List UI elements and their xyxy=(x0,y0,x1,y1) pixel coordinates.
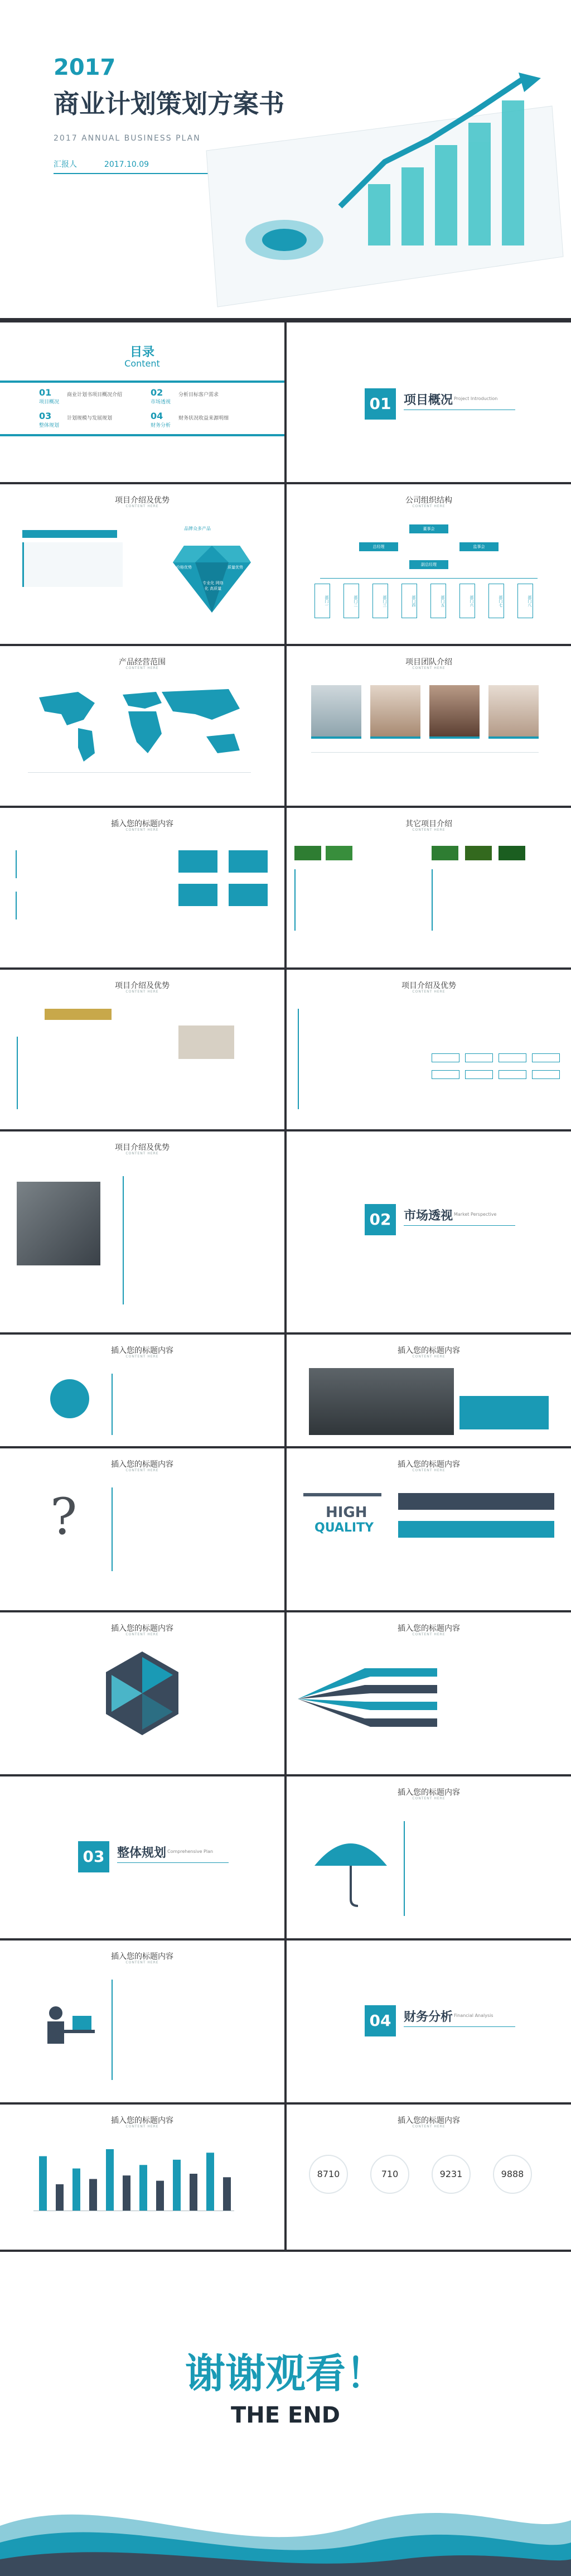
org-dept-5: 部门六 xyxy=(459,584,475,618)
section-label: 财务分析 xyxy=(404,2010,453,2024)
stat-circle xyxy=(493,2155,532,2194)
slide-subtitle: CONTENT HERE xyxy=(125,990,159,994)
slide-subtitle: CONTENT HERE xyxy=(412,1355,446,1359)
chart-bar xyxy=(39,2156,47,2211)
bar-chart xyxy=(33,2144,234,2211)
toc-num: 01 xyxy=(39,387,52,398)
section-01-slide xyxy=(287,322,571,482)
question-text-block xyxy=(112,1487,268,1571)
city-photo xyxy=(309,1368,454,1435)
chart-bar xyxy=(206,2153,214,2211)
team-photo-4 xyxy=(488,685,539,739)
toc-slide xyxy=(0,322,284,482)
icon-tile-2 xyxy=(229,850,268,873)
quality-label: QUALITY xyxy=(314,1521,374,1535)
slide-title: 项目介绍及优势 xyxy=(115,981,170,990)
slide-title: 项目介绍及优势 xyxy=(115,1143,170,1152)
section-04-slide xyxy=(287,1941,571,2102)
tag-box xyxy=(432,1070,459,1079)
slide-subtitle: CONTENT HERE xyxy=(125,1152,159,1155)
quality-band-2 xyxy=(398,1521,554,1538)
team-photo-1 xyxy=(311,685,361,739)
org-dept-7: 部门八 xyxy=(517,584,533,618)
tag-box xyxy=(432,1053,459,1062)
insert-person-slide xyxy=(0,1941,284,2102)
icon-tile-1 xyxy=(178,850,217,873)
toc-label: 项目概况 xyxy=(39,399,60,405)
section-num-box: 01 xyxy=(365,388,396,420)
umbrella-icon xyxy=(309,1827,393,1910)
end-the-end: THE END xyxy=(230,2402,340,2428)
chart-bar xyxy=(123,2175,130,2211)
diamond-graphic xyxy=(173,535,251,618)
end-slide xyxy=(0,2252,571,2576)
toc-num: 04 xyxy=(151,411,163,421)
diamond-right-label: 质量优势 xyxy=(228,565,243,570)
other-text-left xyxy=(294,869,417,931)
org-l3: 副总经理 xyxy=(409,560,448,569)
slide-subtitle: CONTENT HERE xyxy=(412,504,446,508)
other-text-right xyxy=(432,869,560,931)
section-num-box: 04 xyxy=(365,2005,396,2036)
section-num-box: 02 xyxy=(365,1204,396,1235)
slide-title: 项目介绍及优势 xyxy=(401,981,456,990)
insert-city-slide xyxy=(287,1335,571,1446)
wave-decoration xyxy=(0,2476,571,2576)
person-desk-icon xyxy=(33,1996,100,2063)
section-en: Financial Analysis xyxy=(454,2013,493,2018)
diamond-top-label: 品牌众多产品 xyxy=(184,526,211,531)
section-label: 市场透视 xyxy=(404,1209,453,1223)
intro-adv2-slide xyxy=(0,970,284,1129)
toc-label: 整体规划 xyxy=(39,423,60,428)
org-l2-left: 总经理 xyxy=(359,542,398,551)
tag-box xyxy=(499,1053,526,1062)
question-mark-icon: ? xyxy=(50,1487,78,1546)
cover-year: 2017 xyxy=(54,55,116,80)
chart-bar xyxy=(173,2160,181,2211)
reporter-label: 汇报人 xyxy=(54,160,77,169)
section-underline xyxy=(404,1225,515,1226)
slide-title: 插入您的标题内容 xyxy=(111,820,173,829)
insert-icons-slide xyxy=(0,808,284,967)
org-dept-6: 部门七 xyxy=(488,584,504,618)
world-map-graphic xyxy=(28,681,251,764)
stat-circle xyxy=(309,2155,348,2194)
chart-bar xyxy=(106,2149,114,2211)
section-02-slide xyxy=(287,1131,571,1332)
tag-box xyxy=(499,1070,526,1079)
slide-title: 公司组织结构 xyxy=(405,496,452,505)
person-text-block xyxy=(112,1980,268,2080)
product-img-4 xyxy=(465,846,492,860)
org-dept-2: 部门三 xyxy=(372,584,388,618)
section-03-slide xyxy=(0,1776,284,1938)
slide-title: 产品经营范围 xyxy=(119,658,166,667)
slide-subtitle: CONTENT HERE xyxy=(125,828,159,832)
slide-title: 项目介绍及优势 xyxy=(115,496,170,505)
chart-bar xyxy=(139,2165,147,2211)
org-top: 董事会 xyxy=(409,524,448,533)
toc-num: 02 xyxy=(151,387,163,398)
stat-circle xyxy=(370,2155,409,2194)
intro-label-bar xyxy=(22,530,117,538)
org-chart-slide xyxy=(287,484,571,644)
intro-adv4-slide xyxy=(0,1131,284,1332)
slide-subtitle: CONTENT HERE xyxy=(125,1633,159,1636)
product-img-3 xyxy=(432,846,458,860)
city-caption-box xyxy=(459,1396,549,1429)
team-photo-2 xyxy=(370,685,420,739)
org-connector xyxy=(320,578,538,579)
product-card-2 xyxy=(178,1025,234,1059)
circle-center xyxy=(50,1379,89,1418)
diamond-center-label: 专业化 网络化 高质量 xyxy=(202,581,224,591)
cover-chart-illustration xyxy=(184,73,569,312)
product-img-5 xyxy=(499,846,525,860)
slide-subtitle: CONTENT HERE xyxy=(125,1468,159,1472)
cover-subtitle: 2017 ANNUAL BUSINESS PLAN xyxy=(54,134,201,143)
text-block-1 xyxy=(16,850,161,878)
slide-title: 项目团队介绍 xyxy=(405,658,452,667)
map-note xyxy=(28,772,251,773)
icon-tile-4 xyxy=(229,884,268,906)
right-text-block xyxy=(112,1374,268,1435)
toc-label: 财务分析 xyxy=(151,423,171,428)
insert-quality-slide xyxy=(287,1448,571,1610)
chart-bar xyxy=(72,2169,80,2211)
stat-value: 8710 xyxy=(317,2169,340,2179)
slide-subtitle: CONTENT HERE xyxy=(125,1961,159,1964)
stat-circle xyxy=(432,2155,471,2194)
cover-slide xyxy=(0,0,571,318)
products-map-slide xyxy=(0,646,284,806)
section-en: Comprehensive Plan xyxy=(167,1849,214,1854)
toc-title: 目录 xyxy=(129,345,154,359)
section-label: 整体规划 xyxy=(117,1846,167,1860)
insert-stats-slide xyxy=(287,2105,571,2250)
chart-bar xyxy=(156,2181,164,2211)
slide-title: 插入您的标题内容 xyxy=(398,1788,460,1797)
team-divider xyxy=(311,752,539,753)
chart-bar xyxy=(223,2177,231,2211)
slide-title: 插入您的标题内容 xyxy=(398,1346,460,1355)
other-intro-slide xyxy=(287,808,571,967)
arrow-fan-diagram xyxy=(298,1651,437,1746)
intro-text-block xyxy=(22,542,123,587)
slide-title: 插入您的标题内容 xyxy=(111,1346,173,1355)
tag-box xyxy=(532,1070,560,1079)
slide-subtitle: CONTENT HERE xyxy=(125,2125,159,2129)
insert-bars-slide xyxy=(0,2105,284,2250)
slide-subtitle: CONTENT HERE xyxy=(412,1797,446,1800)
toc-num: 03 xyxy=(39,411,52,421)
quality-band-1 xyxy=(398,1493,554,1510)
insert-question-slide xyxy=(0,1448,284,1610)
intro-adv-slide xyxy=(0,484,284,644)
toc-title-en: Content xyxy=(124,358,160,369)
tag-box xyxy=(532,1053,560,1062)
team-photo-3 xyxy=(429,685,480,739)
stat-value: 9888 xyxy=(501,2169,524,2179)
org-dept-1: 部门二 xyxy=(343,584,359,618)
slide-subtitle: CONTENT HERE xyxy=(125,504,159,508)
diamond-left-label: 价格优势 xyxy=(176,565,192,570)
chart-bar xyxy=(89,2179,97,2211)
slide-title: 插入您的标题内容 xyxy=(111,1624,173,1633)
section-en: Market Perspective xyxy=(454,1212,497,1217)
stat-value: 9231 xyxy=(439,2169,463,2179)
intro-adv3-slide xyxy=(287,970,571,1129)
slide-subtitle: CONTENT HERE xyxy=(125,1355,159,1359)
product-img-1 xyxy=(294,846,321,860)
insert-hex-slide xyxy=(0,1612,284,1774)
slide-subtitle: CONTENT HERE xyxy=(412,828,446,832)
insert-arrow-slide xyxy=(287,1612,571,1774)
toc-desc: 计划规模与发展规划 xyxy=(67,416,113,421)
stat-value: 710 xyxy=(381,2169,399,2179)
insert-umbrella-slide xyxy=(287,1776,571,1938)
org-l2-right: 监事会 xyxy=(459,542,499,551)
toc-desc: 商业计划书项目概况介绍 xyxy=(67,392,123,398)
tag-box xyxy=(465,1070,493,1079)
org-dept-4: 部门五 xyxy=(430,584,446,618)
insert-circle-slide xyxy=(0,1335,284,1446)
hex-diagram xyxy=(106,1651,178,1735)
toc-label: 市场透视 xyxy=(151,399,171,405)
device-image xyxy=(17,1182,100,1265)
feature-list-2 xyxy=(123,1176,268,1304)
section-underline xyxy=(117,1862,229,1863)
umbrella-text-block xyxy=(404,1821,560,1916)
slide-title: 插入您的标题内容 xyxy=(398,1460,460,1469)
section-num-box: 03 xyxy=(78,1841,109,1872)
slide-subtitle: CONTENT HERE xyxy=(412,2125,446,2129)
slide-title: 其它项目介绍 xyxy=(405,820,452,829)
team-slide xyxy=(287,646,571,806)
section-label: 项目概况 xyxy=(404,393,453,407)
section-underline xyxy=(404,2026,515,2027)
chart-bar xyxy=(190,2174,197,2211)
cover-reporter-line xyxy=(54,158,149,170)
toc-desc: 分析目标客户需求 xyxy=(178,392,219,398)
slide-title: 插入您的标题内容 xyxy=(111,2116,173,2125)
chart-bar xyxy=(56,2184,64,2211)
end-thanks: 谢谢观看！ xyxy=(185,2350,386,2397)
org-dept-0: 部门一 xyxy=(314,584,330,618)
slide-title: 插入您的标题内容 xyxy=(111,1952,173,1961)
slide-title: 插入您的标题内容 xyxy=(398,1624,460,1633)
slide-subtitle: CONTENT HERE xyxy=(412,990,446,994)
feature-list xyxy=(17,1037,128,1109)
product-card-1 xyxy=(45,1009,112,1020)
slide-subtitle: CONTENT HERE xyxy=(125,666,159,670)
slide-subtitle: CONTENT HERE xyxy=(412,1633,446,1636)
cover-date: 2017.10.09 xyxy=(104,160,149,169)
text-block-2 xyxy=(16,892,161,919)
slide-subtitle: CONTENT HERE xyxy=(412,1468,446,1472)
icon-tile-3 xyxy=(178,884,217,906)
tag-box xyxy=(465,1053,493,1062)
slide-subtitle: CONTENT HERE xyxy=(412,666,446,670)
org-dept-3: 部门四 xyxy=(401,584,417,618)
list-left xyxy=(298,1009,420,1109)
high-label: HIGH xyxy=(326,1504,367,1521)
section-en: Project Introduction xyxy=(454,396,498,401)
button-grid xyxy=(432,1053,560,1087)
toc-desc: 财务状况收益来源明细 xyxy=(178,416,229,421)
slide-title: 插入您的标题内容 xyxy=(111,1460,173,1469)
slide-title: 插入您的标题内容 xyxy=(398,2116,460,2125)
cover-title: 商业计划策划方案书 xyxy=(54,89,284,119)
product-img-2 xyxy=(326,846,352,860)
